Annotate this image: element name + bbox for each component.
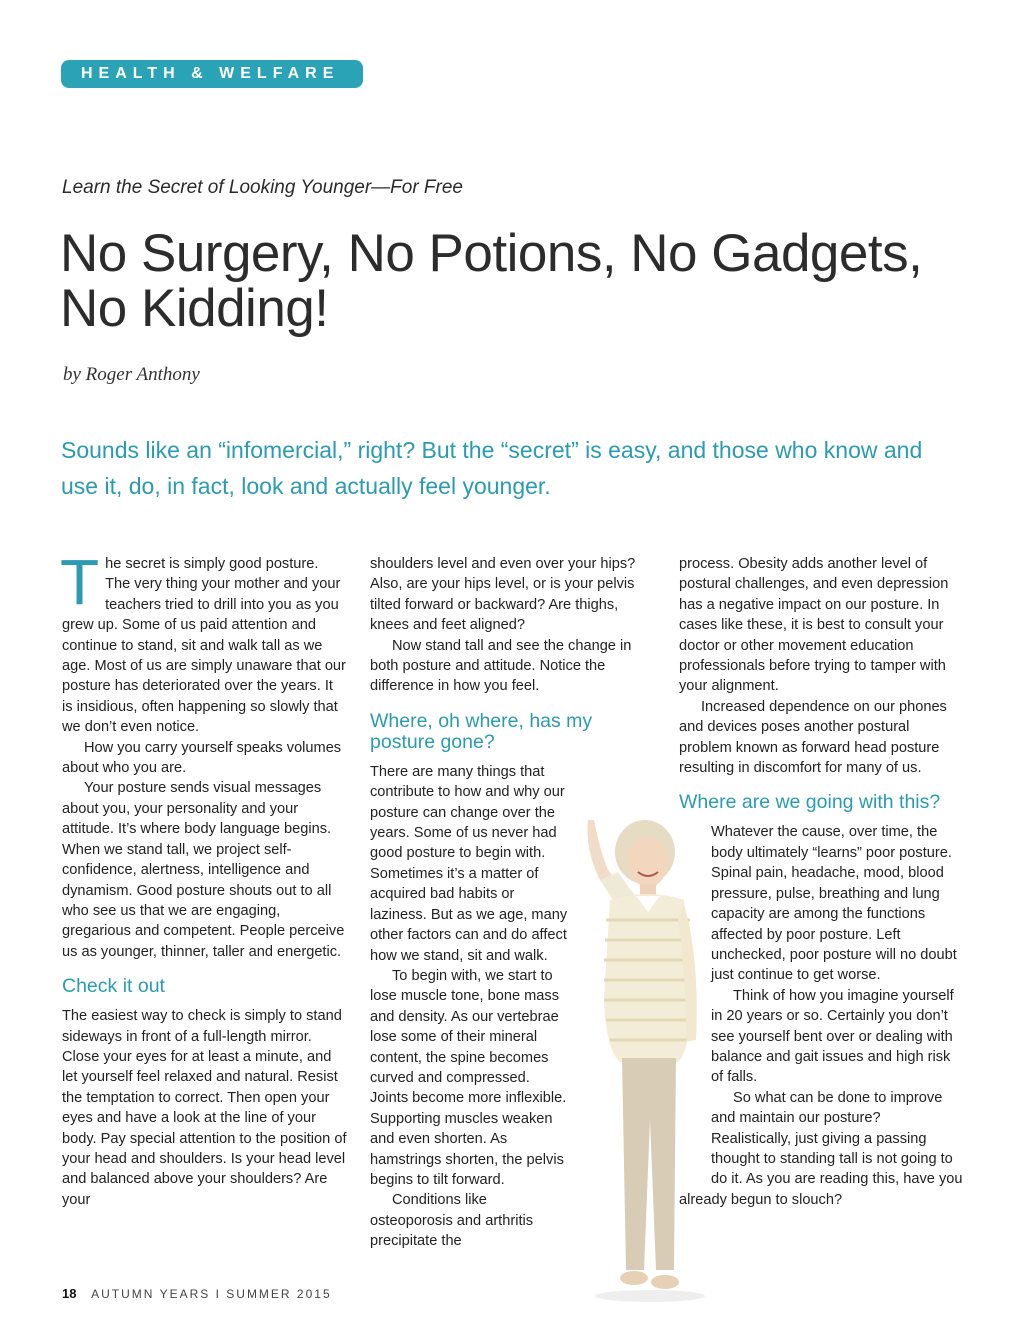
article-headline: No Surgery, No Potions, No Gadgets, No Kidding!: [60, 224, 923, 338]
paragraph: shoulders level and even over your hips? Also, are your hips level, or is your pelvis tilted forward or backward? Are thighs, knees and feet aligned?: [370, 556, 636, 634]
drop-cap: T: [60, 546, 100, 618]
subheading-where-posture-gone: Where, oh where, has my posture gone?: [370, 709, 593, 753]
paragraph: There are many things that contribute to how and why our posture can change over the years. Some of us never had good posture to begin with. Sometimes it’s a matter of acquired bad habits or laziness. But as we age, many other factors can and do affect how we stand, sit and walk.: [370, 763, 568, 964]
paragraph: How you carry yourself speaks volumes about who you are.: [62, 739, 342, 777]
paragraph: Conditions like osteoporosis and arthritis precipitate the: [370, 1192, 534, 1250]
section-tag: HEALTH & WELFARE: [61, 60, 363, 88]
subheading-where-going: Where are we going with this?: [679, 791, 941, 814]
paragraph: So what can be done to improve and maintain our posture? Realistically, just giving a passing thought to standing tall is not going to do it. As you are reading this, have you already begun to slouch?: [679, 1089, 963, 1208]
column-1: [60, 546, 347, 1210]
publication-info: AUTUMN YEARS I SUMMER 2015: [91, 1287, 332, 1301]
woman-pointing-photo: [560, 800, 730, 1305]
paragraph: Your posture sends visual messages about you, your personality and your attitude. It’s where body language begins. When we stand tall, we project self-confidence, alertness, intelligence and dynamism. Good posture shouts out to all who see us that we are engaging, gregarious and competent. People perceive us as younger, thinner, taller and energetic.: [62, 780, 345, 960]
paragraph: The secret is simply good posture. The very thing your mother and your teachers tried to drill into you as you grew up. Some of us paid attention and continue to stand, sit and walk tall as we age. Most of us are simply unaware that our posture has deteriorated over the years. It is insidious, often happening so slowly that we don’t even notice.: [60, 546, 346, 736]
page-footer: [62, 1286, 332, 1301]
paragraph: To begin with, we start to lose muscle tone, bone mass and density. As our vertebrae lose some of their mineral content, the spine becomes curved and compressed. Joints become more inflexible. Supporting muscles weaken and even shorten. As hamstrings shorten, the pelvis begins to tilt forward.: [370, 967, 567, 1188]
paragraph: Increased dependence on our phones and devices poses another postural problem known as forward head posture resulting in discomfort for many of us.: [679, 698, 947, 777]
subheading-check-it-out: Check it out: [62, 975, 165, 998]
paragraph: The easiest way to check is simply to stand sideways in front of a full-length mirror. Close your eyes for at least a minute, and let yourself feel relaxed and natural. Resist the temptation to correct. Then open your eyes and have a look at the line of your body. Pay special attention to the position of your head and shoulders. Is your head level and balanced above your shoulders? Are your: [62, 1008, 347, 1208]
paragraph: Whatever the cause, over time, the body ultimately “learns” poor posture. Spinal pain, headache, mood, blood pressure, pulse, breathing and lung capacity are among the functions affected by poor posture. Left unchecked, poor posture will no doubt just continue to get worse.: [711, 824, 957, 984]
article-byline: by Roger Anthony: [63, 364, 200, 385]
page-number: 18: [62, 1286, 77, 1301]
article-kicker: Learn the Secret of Looking Younger—For Free: [62, 177, 464, 198]
article-deck: Sounds like an “infomercial,” right? But the “secret” is easy, and those who know and use it, do, in fact, look and actually feel younger.: [61, 437, 923, 499]
paragraph: process. Obesity adds another level of postural challenges, and even depression has a negative impact on our posture. In cases like these, it is best to consult your doctor or other movement education professionals before trying to tamper with your alignment.: [679, 556, 949, 695]
paragraph: Think of how you imagine yourself in 20 years or so. Certainly you don’t see yourself bent over or dealing with balance and gait issues and high risk of falls.: [711, 987, 954, 1086]
paragraph: Now stand tall and see the change in both posture and attitude. Notice the difference in how you feel.: [370, 637, 632, 695]
